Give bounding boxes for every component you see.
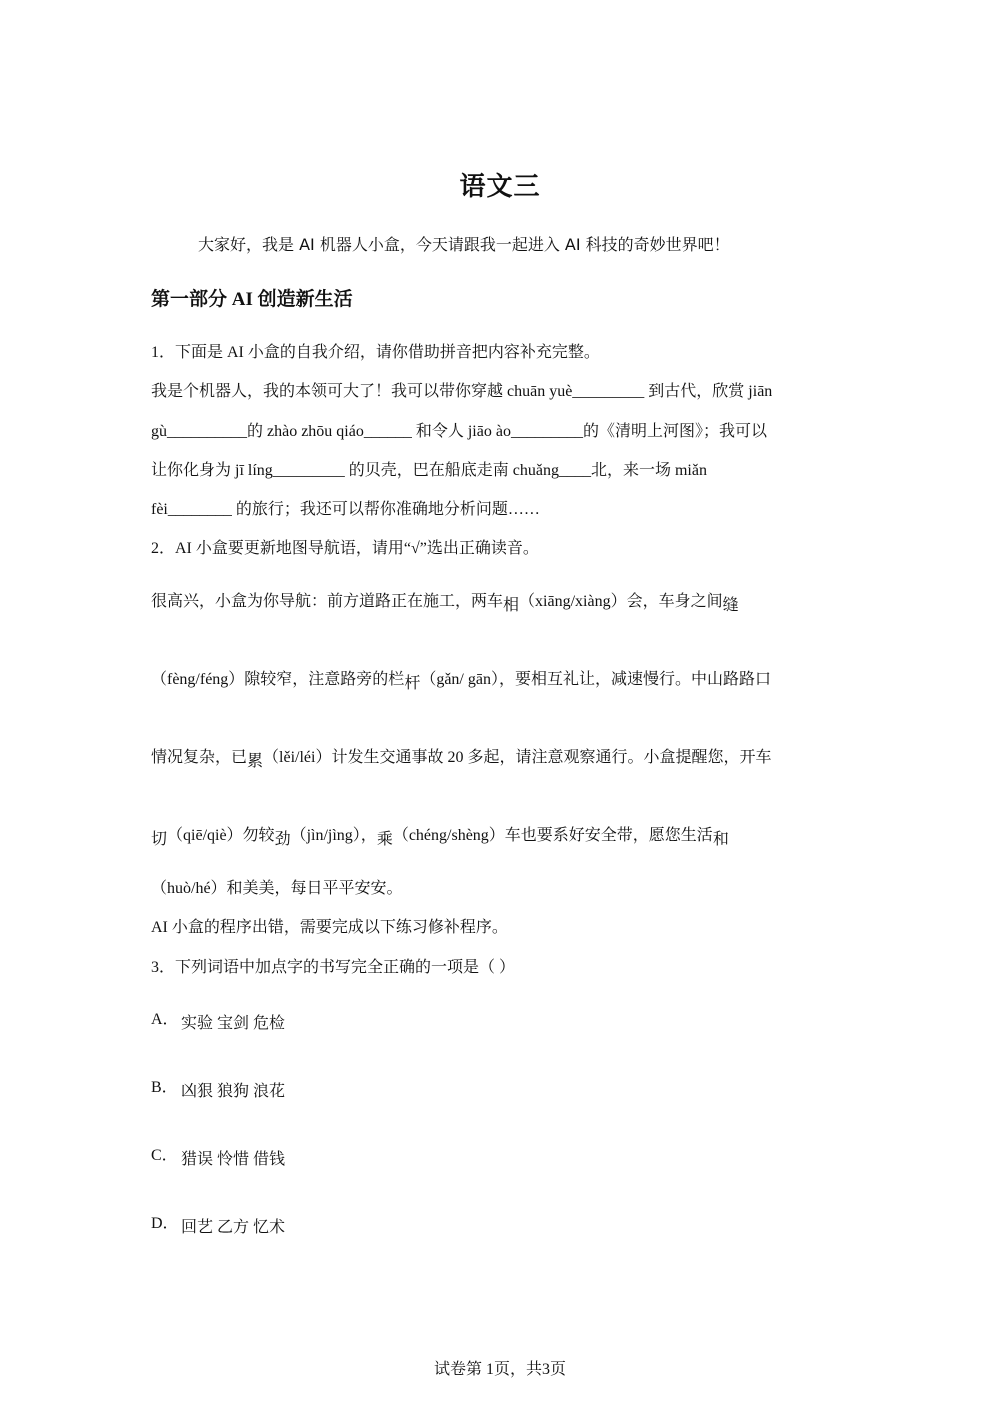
marked-character: 乘: [376, 831, 393, 848]
text-segment: （fèng/féng）隙较窄，注意路旁的栏: [151, 671, 405, 688]
marked-character: 相: [503, 597, 520, 614]
option-text: 猎误 怜惜 借钱: [181, 1151, 286, 1168]
question-1-line: fèi________ 的旅行；我还可以帮你准确地分析问题……: [151, 501, 540, 518]
option-text: 回艺 乙方 忆术: [181, 1219, 286, 1236]
program-note: AI 小盒的程序出错，需要完成以下练习修补程序。: [151, 919, 508, 936]
text-segment: （lěi/léi）计发生交通事故 20 多起，请注意观察通行。小盒提醒您，开车: [263, 749, 772, 766]
question-2-line: [151, 588, 739, 614]
text-segment: （xiāng/xiàng）会，车身之间: [519, 593, 723, 610]
option-letter: D．: [151, 1215, 179, 1232]
option-d[interactable]: [151, 1210, 286, 1236]
question-2-line: [151, 666, 771, 692]
text-segment: （gǎn/ gān），要相互礼让，减速慢行。中山路路口: [420, 671, 771, 688]
option-letter: B．: [151, 1079, 178, 1096]
option-text: 实验 宝剑 危检: [181, 1015, 286, 1032]
question-2-prompt: 2．AI 小盒要更新地图导航语，请用“√”选出正确读音。: [151, 540, 539, 557]
marked-character: 杆: [404, 675, 421, 692]
text-segment: （qiē/qiè）勿较: [167, 827, 275, 844]
question-2-line: [151, 822, 729, 848]
marked-character: 缝: [722, 597, 739, 614]
question-1-prompt: 1．下面是 AI 小盒的自我介绍，请你借助拼音把内容补充完整。: [151, 344, 600, 361]
question-1-line: 我是个机器人，我的本领可大了！我可以带你穿越 chuān yuè_________ 到古代，欣赏 jiān: [151, 383, 773, 400]
question-2-line: （huò/hé）和美美，每日平平安安。: [151, 880, 403, 897]
marked-character: 累: [247, 753, 264, 770]
question-1-line: gù__________的 zhào zhōu qiáo______ 和令人 jiāo ào_________的《清明上河图》；我可以: [151, 423, 767, 440]
page-footer: 试卷第 1页，共3页: [433, 1361, 566, 1378]
option-letter: C．: [151, 1147, 178, 1164]
option-letter: A．: [151, 1011, 179, 1028]
option-text: 凶狠 狼狗 浪花: [181, 1083, 286, 1100]
option-a[interactable]: [151, 1006, 286, 1032]
option-c[interactable]: [151, 1142, 286, 1168]
question-2-line: [151, 744, 772, 770]
marked-character: 切: [151, 831, 168, 848]
page-title: 语文三: [459, 172, 541, 202]
text-segment: 情况复杂，已: [151, 749, 248, 766]
text-segment: 很高兴，小盒为你导航：前方道路正在施工，两车: [151, 593, 504, 610]
option-b[interactable]: [151, 1074, 286, 1100]
text-segment: （chéng/shèng）车也要系好安全带，愿您生活: [392, 827, 713, 844]
section-heading: 第一部分 AI 创造新生活: [151, 289, 353, 310]
marked-character: 和: [712, 831, 729, 848]
question-1-line: 让你化身为 jī líng_________ 的贝壳，巴在船底走南 chuǎng____北，来一场 miǎn: [151, 462, 707, 479]
text-segment: （jìn/jìng），: [290, 827, 377, 844]
marked-character: 劲: [274, 831, 291, 848]
intro-paragraph: 大家好，我是 AI 机器人小盒，今天请跟我一起进入 AI 科技的奇妙世界吧！: [198, 235, 730, 254]
question-3-prompt: 3．下列词语中加点字的书写完全正确的一项是（ ）: [151, 959, 516, 976]
